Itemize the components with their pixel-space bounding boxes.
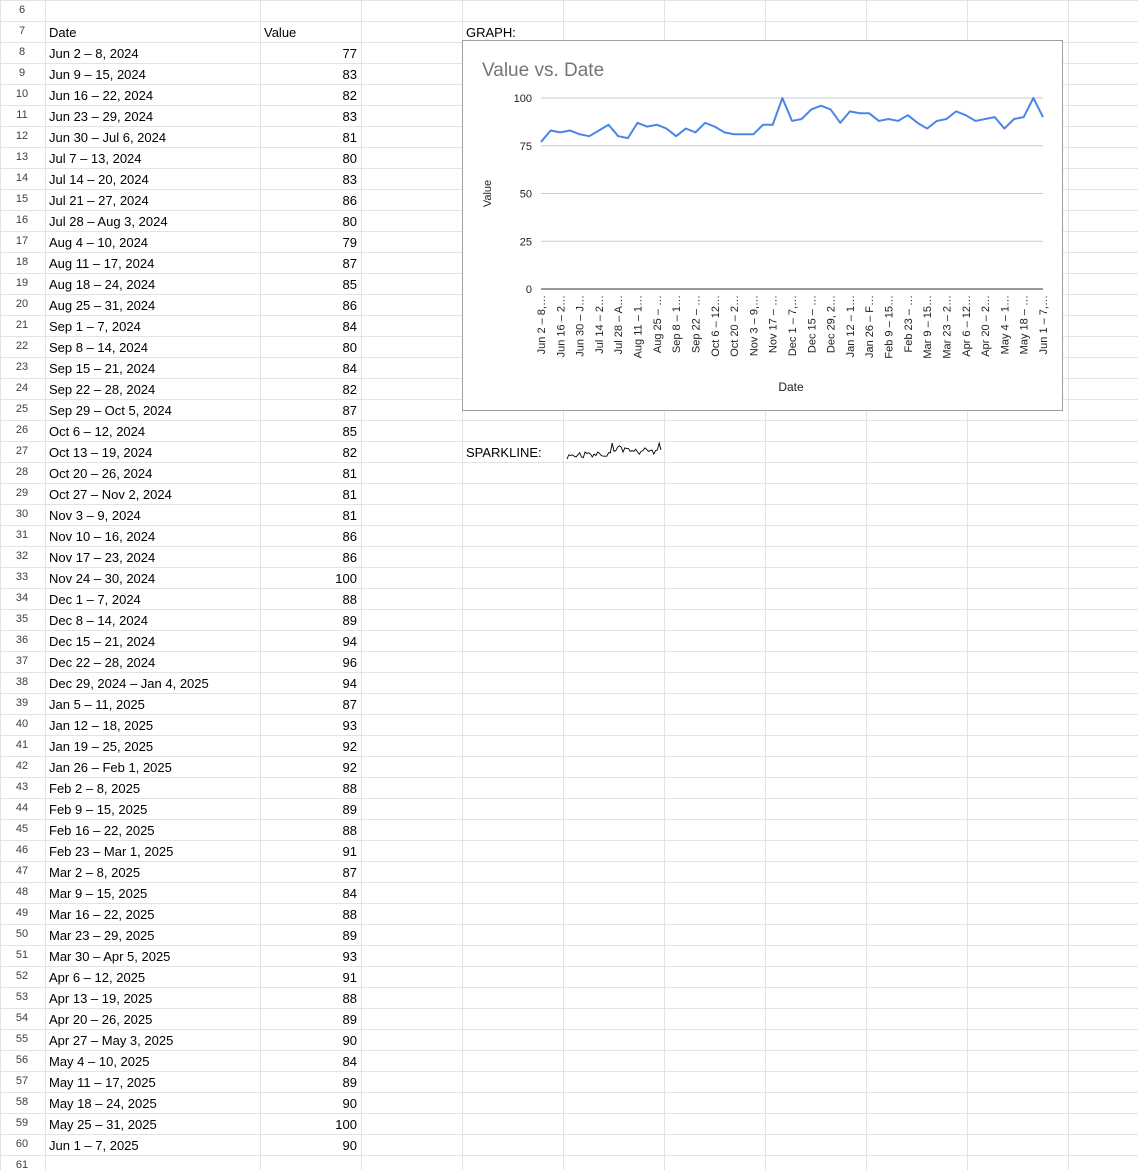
- row-number[interactable]: 55: [15, 1033, 29, 1045]
- data-point: [1040, 114, 1046, 120]
- row-number[interactable]: 25: [15, 403, 29, 415]
- row-number[interactable]: 57: [15, 1075, 29, 1087]
- data-point: [963, 112, 969, 118]
- data-point: [779, 95, 785, 101]
- data-point: [982, 116, 988, 122]
- data-point: [557, 129, 563, 135]
- value-cell[interactable]: 86: [342, 529, 357, 544]
- value-cell[interactable]: 84: [342, 886, 357, 901]
- row-number[interactable]: 46: [15, 844, 29, 856]
- data-point: [702, 120, 708, 126]
- x-tick-label: Feb 23 – …: [902, 295, 915, 353]
- value-cell[interactable]: 84: [342, 319, 357, 334]
- row-number[interactable]: 8: [18, 46, 26, 58]
- row-number[interactable]: 34: [15, 592, 29, 604]
- data-point: [760, 122, 766, 128]
- row-number[interactable]: 41: [15, 739, 29, 751]
- value-cell[interactable]: 87: [342, 697, 357, 712]
- row-number[interactable]: 39: [15, 697, 29, 709]
- x-tick-label: Jun 2 – 8,…: [536, 295, 548, 355]
- date-cell[interactable]: Feb 9 – 15, 2025: [49, 802, 148, 817]
- data-point: [857, 110, 863, 116]
- x-tick-label: Oct 6 – 12…: [709, 295, 722, 357]
- value-cell[interactable]: 84: [342, 1054, 357, 1069]
- row-number[interactable]: 32: [15, 550, 29, 562]
- x-tick-label: Jul 14 – 2…: [593, 295, 606, 354]
- row-number[interactable]: 9: [18, 67, 26, 79]
- row-number[interactable]: 58: [15, 1096, 29, 1108]
- x-tick-label: Dec 15 – …: [806, 295, 819, 354]
- value-cell[interactable]: 82: [342, 445, 357, 460]
- row-number[interactable]: 31: [15, 529, 29, 541]
- row-number[interactable]: 36: [15, 634, 29, 646]
- date-cell[interactable]: Dec 1 – 7, 2024: [49, 592, 141, 607]
- value-cell[interactable]: 84: [342, 361, 357, 376]
- data-point: [625, 135, 631, 141]
- date-cell[interactable]: Jan 12 – 18, 2025: [49, 718, 154, 733]
- row-number[interactable]: 23: [15, 361, 29, 373]
- date-cell[interactable]: Nov 17 – 23, 2024: [49, 550, 156, 565]
- data-point: [673, 133, 679, 139]
- data-point: [1001, 126, 1007, 132]
- x-tick-label: Aug 25 – …: [651, 295, 664, 354]
- value-cell[interactable]: 77: [342, 46, 357, 61]
- row-number[interactable]: 47: [15, 865, 29, 877]
- value-cell[interactable]: 88: [342, 991, 357, 1006]
- x-tick-label: Dec 29, 2…: [825, 295, 838, 354]
- row-number[interactable]: 15: [15, 193, 29, 205]
- data-point: [924, 126, 930, 132]
- data-point: [750, 131, 756, 137]
- value-cell[interactable]: 81: [342, 130, 357, 145]
- data-point: [847, 108, 853, 114]
- x-tick-label: Jun 30 – J…: [574, 295, 587, 357]
- x-tick-label: Apr 20 – 2…: [980, 295, 993, 357]
- data-point: [799, 116, 805, 122]
- y-tick-label: 25: [519, 236, 532, 249]
- row-number[interactable]: 7: [18, 25, 26, 37]
- value-cell[interactable]: 93: [342, 718, 357, 733]
- value-cell[interactable]: 82: [342, 88, 357, 103]
- row-number[interactable]: 28: [15, 466, 29, 478]
- value-cell[interactable]: 92: [342, 739, 357, 754]
- date-cell[interactable]: Apr 13 – 19, 2025: [49, 991, 153, 1006]
- value-cell[interactable]: 87: [342, 865, 357, 880]
- value-cell[interactable]: 88: [342, 907, 357, 922]
- data-point: [915, 120, 921, 126]
- x-tick-label: Mar 23 – 2…: [941, 295, 954, 359]
- row-number[interactable]: 40: [15, 718, 29, 730]
- x-tick-label: May 4 – 1…: [999, 295, 1012, 355]
- x-tick-label: Dec 1 – 7,…: [787, 295, 799, 357]
- value-cell[interactable]: 85: [342, 424, 357, 439]
- sparkline-label[interactable]: SPARKLINE:: [466, 445, 542, 460]
- x-tick-label: Jan 26 – F…: [864, 295, 877, 358]
- row-number[interactable]: 17: [15, 235, 29, 247]
- line-chart[interactable]: [462, 40, 1063, 411]
- date-cell[interactable]: Apr 20 – 26, 2025: [49, 1012, 153, 1027]
- date-cell[interactable]: Feb 2 – 8, 2025: [49, 781, 141, 796]
- date-cell[interactable]: Feb 16 – 22, 2025: [49, 823, 155, 838]
- row-number[interactable]: 33: [15, 571, 29, 583]
- data-point: [1030, 95, 1036, 101]
- row-number[interactable]: 6: [18, 4, 26, 16]
- value-cell[interactable]: 83: [342, 67, 357, 82]
- date-cell[interactable]: Aug 4 – 10, 2024: [49, 235, 149, 250]
- row-number[interactable]: 51: [15, 949, 29, 961]
- y-tick-label: 100: [513, 93, 532, 105]
- data-point: [586, 133, 592, 139]
- date-cell[interactable]: May 25 – 31, 2025: [49, 1117, 157, 1132]
- date-cell[interactable]: Mar 2 – 8, 2025: [49, 865, 141, 880]
- data-point: [818, 103, 824, 109]
- value-cell[interactable]: 90: [342, 1033, 357, 1048]
- row-number[interactable]: 37: [15, 655, 29, 667]
- value-cell[interactable]: 96: [342, 655, 357, 670]
- x-tick-label: Jul 28 – A…: [613, 295, 626, 355]
- value-cell[interactable]: 83: [342, 172, 357, 187]
- data-point: [1021, 114, 1027, 120]
- date-cell[interactable]: Nov 3 – 9, 2024: [49, 508, 141, 523]
- date-cell[interactable]: Nov 10 – 16, 2024: [49, 529, 156, 544]
- x-tick-label: Aug 11 – 1…: [632, 295, 645, 359]
- date-cell[interactable]: Sep 29 – Oct 5, 2024: [49, 403, 172, 418]
- header-value[interactable]: Value: [264, 25, 297, 40]
- date-cell[interactable]: Jan 19 – 25, 2025: [49, 739, 154, 754]
- value-cell[interactable]: 88: [342, 592, 357, 607]
- x-tick-label: Feb 9 – 15…: [883, 295, 896, 359]
- value-cell[interactable]: 83: [342, 109, 357, 124]
- value-cell[interactable]: 100: [335, 571, 357, 586]
- row-number[interactable]: 50: [15, 928, 29, 940]
- value-cell[interactable]: 80: [342, 340, 357, 355]
- value-cell[interactable]: 100: [335, 1117, 357, 1132]
- date-cell[interactable]: Jul 14 – 20, 2024: [49, 172, 149, 187]
- row-number[interactable]: 56: [15, 1054, 29, 1066]
- value-cell[interactable]: 86: [342, 193, 357, 208]
- date-cell[interactable]: Jun 30 – Jul 6, 2024: [49, 130, 167, 145]
- date-cell[interactable]: Mar 9 – 15, 2025: [49, 886, 148, 901]
- y-tick-label: 0: [525, 284, 532, 296]
- value-cell[interactable]: 79: [342, 235, 357, 250]
- data-point: [635, 120, 641, 126]
- date-cell[interactable]: Dec 22 – 28, 2024: [49, 655, 156, 670]
- date-cell[interactable]: Jun 2 – 8, 2024: [49, 46, 139, 61]
- row-number[interactable]: 38: [15, 676, 29, 688]
- value-cell[interactable]: 94: [342, 676, 357, 691]
- date-cell[interactable]: Oct 27 – Nov 2, 2024: [49, 487, 172, 502]
- row-number[interactable]: 35: [15, 613, 29, 625]
- data-point: [886, 116, 892, 122]
- x-tick-label: Sep 8 – 1…: [671, 295, 684, 354]
- date-cell[interactable]: Jun 16 – 22, 2024: [49, 88, 154, 103]
- row-number[interactable]: 45: [15, 823, 29, 835]
- row-number[interactable]: 53: [15, 991, 29, 1003]
- value-cell[interactable]: 89: [342, 802, 357, 817]
- x-tick-label: Jun 1 – 7,…: [1038, 295, 1050, 355]
- data-point: [992, 114, 998, 120]
- row-number[interactable]: 13: [15, 151, 29, 163]
- row-number[interactable]: 20: [15, 298, 29, 310]
- data-point: [837, 120, 843, 126]
- value-cell[interactable]: 85: [342, 277, 357, 292]
- date-cell[interactable]: Mar 16 – 22, 2025: [49, 907, 155, 922]
- row-number[interactable]: 26: [15, 424, 29, 436]
- header-date[interactable]: Date: [49, 25, 77, 40]
- value-cell[interactable]: 88: [342, 823, 357, 838]
- date-cell[interactable]: Mar 23 – 29, 2025: [49, 928, 155, 943]
- value-cell[interactable]: 89: [342, 1075, 357, 1090]
- data-point: [548, 127, 554, 133]
- value-cell[interactable]: 81: [342, 487, 357, 502]
- value-cell[interactable]: 89: [342, 1012, 357, 1027]
- date-cell[interactable]: Oct 13 – 19, 2024: [49, 445, 153, 460]
- data-point: [615, 133, 621, 139]
- date-cell[interactable]: Jul 7 – 13, 2024: [49, 151, 142, 166]
- date-cell[interactable]: May 11 – 17, 2025: [49, 1075, 156, 1090]
- data-point: [664, 126, 670, 132]
- value-cell[interactable]: 86: [342, 298, 357, 313]
- chart-canvas: [463, 41, 1062, 410]
- row-number[interactable]: 14: [15, 172, 29, 184]
- data-point: [644, 124, 650, 130]
- data-point: [972, 118, 978, 124]
- row-number[interactable]: 27: [15, 445, 29, 457]
- value-cell[interactable]: 88: [342, 781, 357, 796]
- value-cell[interactable]: 87: [342, 403, 357, 418]
- value-cell[interactable]: 91: [342, 844, 357, 859]
- row-number[interactable]: 30: [15, 508, 29, 520]
- data-point: [538, 139, 544, 145]
- date-cell[interactable]: Mar 30 – Apr 5, 2025: [49, 949, 171, 964]
- date-cell[interactable]: May 18 – 24, 2025: [49, 1096, 157, 1111]
- row-number[interactable]: 21: [15, 319, 29, 331]
- date-cell[interactable]: Jul 21 – 27, 2024: [49, 193, 149, 208]
- value-cell[interactable]: 80: [342, 151, 357, 166]
- value-cell[interactable]: 92: [342, 760, 357, 775]
- date-cell[interactable]: Feb 23 – Mar 1, 2025: [49, 844, 174, 859]
- data-point: [905, 112, 911, 118]
- x-tick-label: May 18 – …: [1018, 295, 1031, 355]
- value-cell[interactable]: 81: [342, 508, 357, 523]
- date-cell[interactable]: Oct 20 – 26, 2024: [49, 466, 153, 481]
- date-cell[interactable]: Apr 6 – 12, 2025: [49, 970, 146, 985]
- x-tick-label: Nov 3 – 9,…: [748, 295, 761, 357]
- x-tick-label: Jun 16 – 2…: [555, 295, 568, 358]
- date-cell[interactable]: Jun 23 – 29, 2024: [49, 109, 154, 124]
- graph-label[interactable]: GRAPH:: [466, 25, 516, 40]
- data-point: [596, 127, 602, 133]
- row-number[interactable]: 61: [15, 1159, 29, 1171]
- date-cell[interactable]: Aug 11 – 17, 2024: [49, 256, 155, 271]
- x-tick-label: Apr 6 – 12…: [960, 295, 973, 357]
- date-cell[interactable]: Jul 28 – Aug 3, 2024: [49, 214, 168, 229]
- value-cell[interactable]: 90: [342, 1096, 357, 1111]
- data-point: [654, 122, 660, 128]
- date-cell[interactable]: Sep 15 – 21, 2024: [49, 361, 156, 376]
- value-cell[interactable]: 90: [342, 1138, 357, 1153]
- row-number[interactable]: 22: [15, 340, 29, 352]
- data-point: [683, 126, 689, 132]
- x-tick-label: Jan 12 – 1…: [844, 295, 857, 358]
- row-number[interactable]: 49: [15, 907, 29, 919]
- chart-title: Value vs. Date: [482, 60, 605, 81]
- value-cell[interactable]: 93: [342, 949, 357, 964]
- row-number[interactable]: 42: [15, 760, 29, 772]
- date-cell[interactable]: Jun 1 – 7, 2025: [49, 1138, 139, 1153]
- row-number[interactable]: 48: [15, 886, 29, 898]
- x-axis-label: Date: [778, 380, 804, 394]
- value-cell[interactable]: 94: [342, 634, 357, 649]
- date-cell[interactable]: Nov 24 – 30, 2024: [49, 571, 156, 586]
- date-cell[interactable]: May 4 – 10, 2025: [49, 1054, 150, 1069]
- data-point: [721, 129, 727, 135]
- data-point: [953, 108, 959, 114]
- row-number[interactable]: 10: [15, 88, 29, 100]
- value-cell[interactable]: 89: [342, 928, 357, 943]
- data-point: [577, 131, 583, 137]
- value-cell[interactable]: 89: [342, 613, 357, 628]
- y-tick-label: 50: [519, 188, 532, 201]
- date-cell[interactable]: Oct 6 – 12, 2024: [49, 424, 146, 439]
- sparkline-chart[interactable]: [565, 440, 663, 461]
- x-tick-label: Oct 20 – 2…: [729, 295, 742, 357]
- row-number[interactable]: 29: [15, 487, 29, 499]
- data-point: [731, 131, 737, 137]
- value-cell[interactable]: 86: [342, 550, 357, 565]
- date-cell[interactable]: Jun 9 – 15, 2024: [49, 67, 146, 82]
- data-point: [866, 110, 872, 116]
- data-point: [606, 122, 612, 128]
- date-cell[interactable]: Dec 29, 2024 – Jan 4, 2025: [49, 676, 209, 691]
- row-number[interactable]: 18: [15, 256, 29, 268]
- data-point: [808, 106, 814, 112]
- row-number[interactable]: 44: [15, 802, 29, 814]
- date-cell[interactable]: Sep 1 – 7, 2024: [49, 319, 141, 334]
- date-cell[interactable]: Aug 18 – 24, 2024: [49, 277, 156, 292]
- row-number[interactable]: 54: [15, 1012, 29, 1024]
- data-point: [789, 118, 795, 124]
- date-cell[interactable]: Sep 22 – 28, 2024: [49, 382, 156, 397]
- value-cell[interactable]: 80: [342, 214, 357, 229]
- y-tick-label: 75: [519, 140, 532, 153]
- x-tick-label: Sep 22 – …: [690, 295, 703, 354]
- data-point: [567, 127, 573, 133]
- date-cell[interactable]: Aug 25 – 31, 2024: [49, 298, 156, 313]
- data-point: [934, 118, 940, 124]
- row-number[interactable]: 60: [15, 1138, 29, 1150]
- date-cell[interactable]: Dec 8 – 14, 2024: [49, 613, 149, 628]
- date-cell[interactable]: Jan 26 – Feb 1, 2025: [49, 760, 172, 775]
- x-tick-label: Mar 9 – 15…: [922, 294, 935, 359]
- data-point: [895, 118, 901, 124]
- y-axis-label: Value: [482, 179, 494, 208]
- sparkline-line: [567, 443, 661, 459]
- row-number[interactable]: 52: [15, 970, 29, 982]
- value-cell[interactable]: 87: [342, 256, 357, 271]
- data-point: [692, 129, 698, 135]
- x-tick-label: Nov 17 – …: [767, 295, 780, 354]
- row-number[interactable]: 11: [16, 109, 28, 121]
- data-point: [943, 116, 949, 122]
- data-point: [741, 131, 747, 137]
- value-cell[interactable]: 91: [342, 970, 357, 985]
- date-cell[interactable]: Dec 15 – 21, 2024: [49, 634, 156, 649]
- data-point: [712, 124, 718, 130]
- data-point: [770, 122, 776, 128]
- row-number[interactable]: 59: [15, 1117, 29, 1129]
- date-cell[interactable]: Apr 27 – May 3, 2025: [49, 1033, 174, 1048]
- value-cell[interactable]: 82: [342, 382, 357, 397]
- value-cell[interactable]: 81: [342, 466, 357, 481]
- data-point: [1011, 116, 1017, 122]
- data-point: [828, 106, 834, 112]
- row-number[interactable]: 43: [15, 781, 29, 793]
- date-cell[interactable]: Sep 8 – 14, 2024: [49, 340, 149, 355]
- row-number[interactable]: 12: [15, 130, 29, 142]
- row-number[interactable]: 24: [15, 382, 29, 394]
- data-point: [876, 118, 882, 124]
- date-cell[interactable]: Jan 5 – 11, 2025: [49, 697, 145, 712]
- row-number[interactable]: 19: [15, 277, 29, 289]
- row-number[interactable]: 16: [15, 214, 29, 226]
